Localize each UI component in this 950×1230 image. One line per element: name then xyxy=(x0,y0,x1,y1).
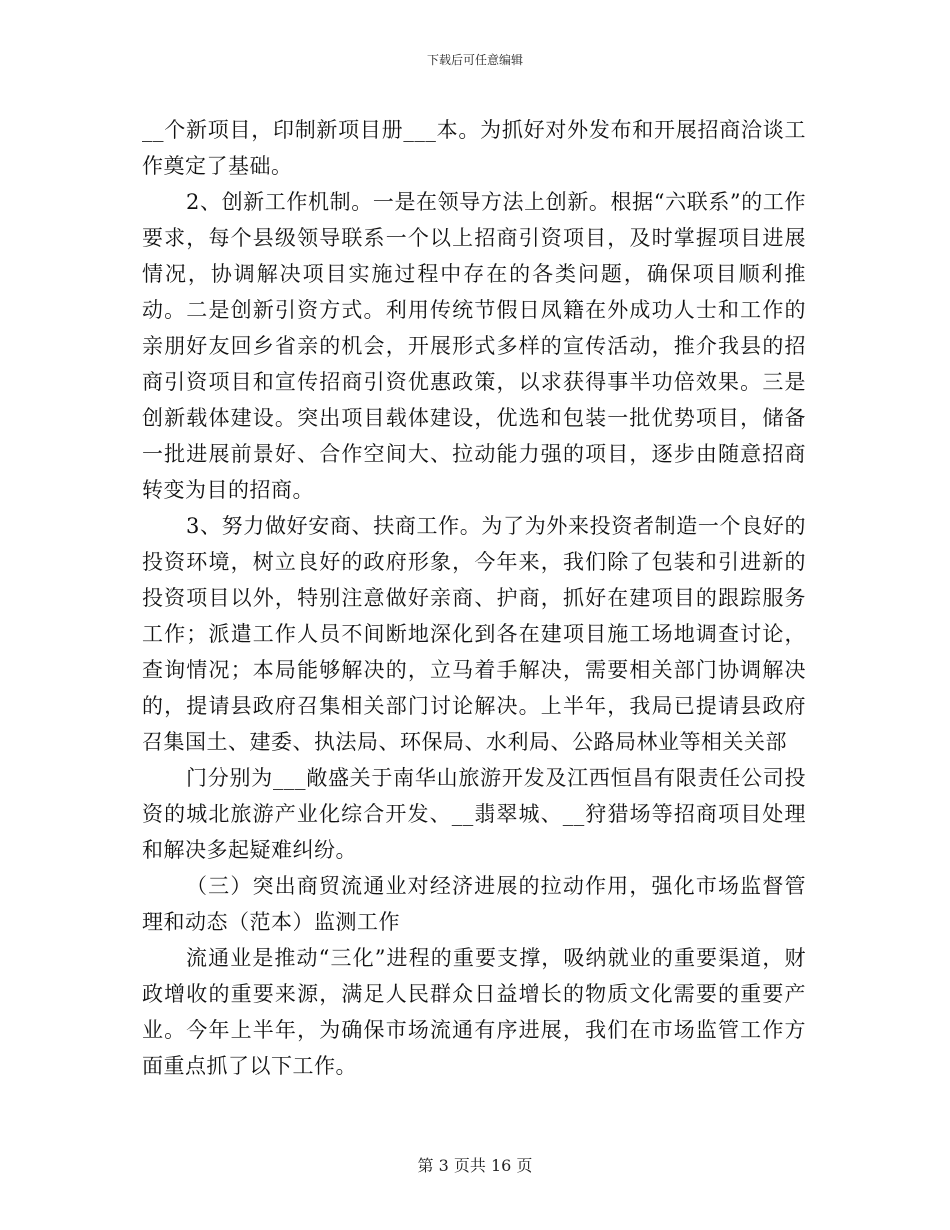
page-number: 第 3 页共 16 页 xyxy=(417,1156,533,1175)
page-header: 下载后可任意编辑 xyxy=(426,53,523,67)
section-heading: （三）突出商贸流通业对经济进展的拉动作用，强化市场监督管理和动态（范本）监测工作 xyxy=(142,874,806,934)
document-body xyxy=(142,112,806,1084)
paragraph-4: 门分别为___敞盛关于南华山旅游开发及江西恒昌有限责任公司投资的城北旅游产业化综合开发、__翡翠城、__狩猎场等招商项目处理和解决多起疑难纠纷。 xyxy=(142,766,806,862)
paragraph-3: 3、努力做好安商、扶商工作。为了为外来投资者制造一个良好的投资环境，树立良好的政府形象，今年来，我们除了包装和引进新的投资项目以外，特别注意做好亲商、护商，抓好在建项目的跟踪服务工作；派遣工作人员不间断地深化到各在建项目施工场地调查讨论，查询情况；本局能够解决的，立马着手解决，需要相关部门协调解决的，提请县政府召集相关部门讨论解决。上半年，我局已提请县政府召集国土、建委、执法局、环保局、水利局、公路局林业等相关关部 xyxy=(142,514,806,754)
paragraph-1: __个新项目，印制新项目册___本。为抓好对外发布和开展招商洽谈工作奠定了基础。 xyxy=(142,118,806,178)
paragraph-5: 流通业是推动“三化”进程的重要支撑，吸纳就业的重要渠道，财政增收的重要来源，满足人民群众日益增长的物质文化需要的重要产业。今年上半年，为确保市场流通有序进展，我们在市场监管工作方面重点抓了以下工作。 xyxy=(142,946,806,1078)
paragraph-2: 2、创新工作机制。一是在领导方法上创新。根据“六联系”的工作要求，每个县级领导联系一个以上招商引资项目，及时掌握项目进展情况，协调解决项目实施过程中存在的各类问题，确保项目顺利推动。二是创新引资方式。利用传统节假日凤籍在外成功人士和工作的亲朋好友回乡省亲的机会，开展形式多样的宣传活动，推介我县的招商引资项目和宣传招商引资优惠政策，以求获得事半功倍效果。三是创新载体建设。突出项目载体建设，优选和包装一批优势项目，储备一批进展前景好、合作空间大、拉动能力强的项目，逐步由随意招商转变为目的招商。 xyxy=(142,190,806,502)
